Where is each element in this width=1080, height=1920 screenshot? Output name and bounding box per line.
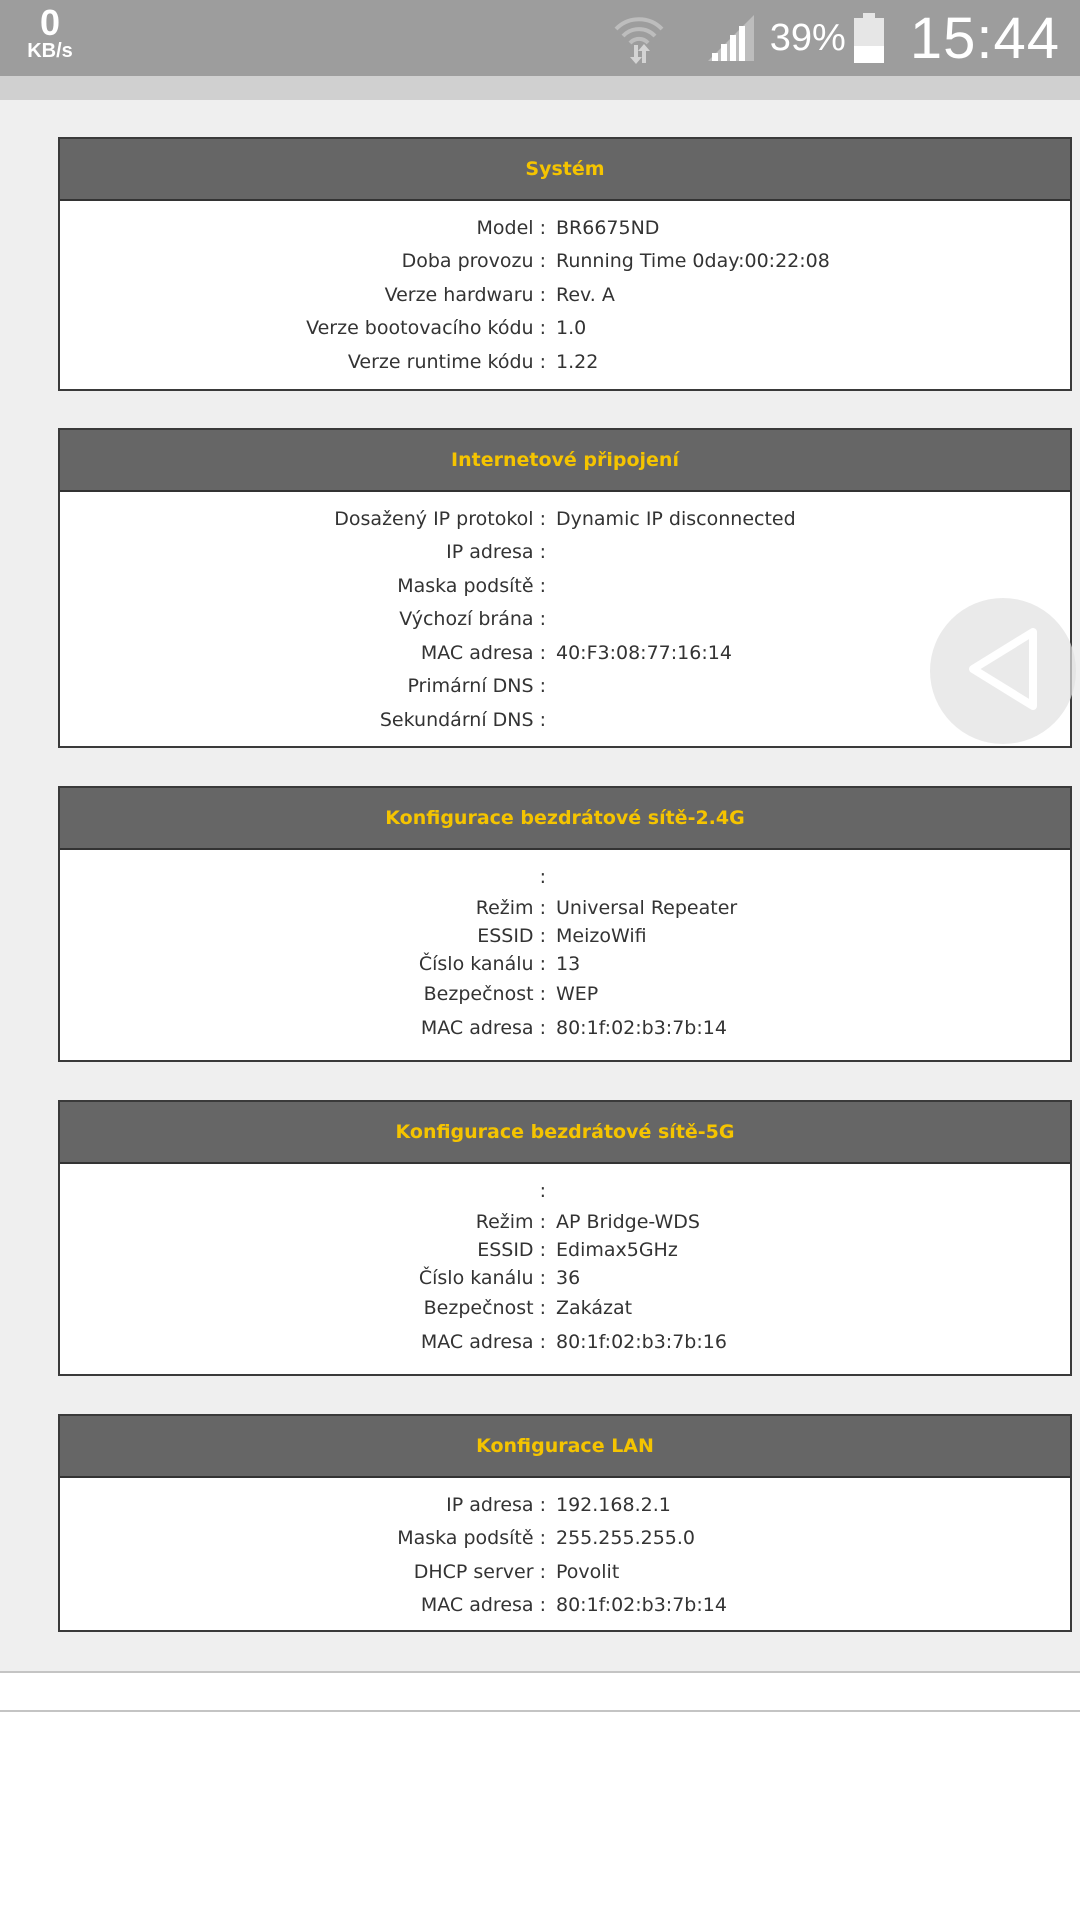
panel-wireless-5g xyxy=(58,1100,1072,1376)
network-speed-value: 0 xyxy=(39,2,61,43)
status-bar xyxy=(0,0,1080,76)
row-value: AP Bridge-WDS xyxy=(556,1210,700,1233)
row-value: 255.255.255.0 xyxy=(556,1527,696,1550)
row-value: 80:1f:02:b3:7b:14 xyxy=(556,1594,727,1617)
floating-back-button[interactable] xyxy=(930,598,1076,744)
panel-internet xyxy=(58,428,1072,748)
row-value: Zakázat xyxy=(556,1297,633,1320)
row-label: DHCP server : xyxy=(413,1560,546,1583)
info-row xyxy=(60,211,1070,245)
status-page xyxy=(0,100,1080,1672)
info-row xyxy=(60,978,1070,1012)
footer-divider xyxy=(0,1671,1080,1673)
address-bar-strip xyxy=(0,76,1080,100)
panel-lan-body xyxy=(60,1478,1070,1622)
row-label: Maska podsítě : xyxy=(397,1527,546,1550)
info-row xyxy=(60,1208,1070,1236)
info-row xyxy=(60,922,1070,950)
row-value: 80:1f:02:b3:7b:16 xyxy=(556,1330,727,1353)
info-row xyxy=(60,312,1070,346)
info-row xyxy=(60,1011,1070,1045)
wifi-icon xyxy=(612,11,666,65)
panel-wireless-5g-title: Konfigurace bezdrátové sítě-5G xyxy=(60,1102,1070,1164)
row-value: WEP xyxy=(556,983,599,1006)
row-label: Číslo kanálu : xyxy=(418,952,546,975)
row-label: Režim : xyxy=(475,896,546,919)
row-label: MAC adresa : xyxy=(420,641,546,664)
panel-system-body xyxy=(60,201,1070,379)
row-label: Bezpečnost : xyxy=(423,983,546,1006)
info-row xyxy=(60,345,1070,379)
network-speed xyxy=(20,2,80,62)
row-label: ESSID : xyxy=(477,1238,546,1261)
clock: 15:44 xyxy=(909,5,1060,71)
panel-wireless-5g-body xyxy=(60,1164,1070,1359)
info-row xyxy=(60,569,1070,603)
status-icons xyxy=(598,0,1060,76)
row-label: MAC adresa : xyxy=(420,1330,546,1353)
row-value: Running Time 0day:00:22:08 xyxy=(556,250,830,273)
battery-icon xyxy=(854,13,884,63)
panel-internet-body xyxy=(60,492,1070,737)
row-value: Dynamic IP disconnected xyxy=(556,507,796,530)
info-row xyxy=(60,894,1070,922)
row-value: Universal Repeater xyxy=(556,896,738,919)
row-label: : xyxy=(539,865,546,888)
row-value: Rev. A xyxy=(556,283,615,306)
row-label: ESSID : xyxy=(477,924,546,947)
row-label: IP adresa : xyxy=(446,1493,546,1516)
row-value: 1.22 xyxy=(556,350,599,373)
signal-icon xyxy=(706,13,756,63)
panel-internet-title: Internetové připojení xyxy=(60,430,1070,492)
row-label: Číslo kanálu : xyxy=(418,1266,546,1289)
row-value: Edimax5GHz xyxy=(556,1238,678,1261)
row-value: 36 xyxy=(556,1266,581,1289)
info-row xyxy=(60,1488,1070,1522)
info-row xyxy=(60,670,1070,704)
info-row xyxy=(60,1292,1070,1326)
row-label: Verze runtime kódu : xyxy=(347,350,546,373)
row-value: MeizoWifi xyxy=(556,924,647,947)
battery-percent: 39% xyxy=(769,16,846,59)
row-value: 1.0 xyxy=(556,317,587,340)
info-row xyxy=(60,1174,1070,1208)
panel-system-title: Systém xyxy=(60,139,1070,201)
info-row xyxy=(60,1264,1070,1292)
row-value: BR6675ND xyxy=(556,216,660,239)
row-label: : xyxy=(539,1179,546,1202)
info-row xyxy=(60,950,1070,978)
panel-lan-title: Konfigurace LAN xyxy=(60,1416,1070,1478)
info-row xyxy=(60,278,1070,312)
panel-wireless-24g xyxy=(58,786,1072,1062)
info-row xyxy=(60,636,1070,670)
panel-system xyxy=(58,137,1072,391)
info-row xyxy=(60,860,1070,894)
row-value: 40:F3:08:77:16:14 xyxy=(556,641,732,664)
row-label: Režim : xyxy=(475,1210,546,1233)
back-triangle-icon xyxy=(963,624,1043,718)
info-row xyxy=(60,703,1070,737)
row-label: Sekundární DNS : xyxy=(379,708,546,731)
info-row xyxy=(60,245,1070,279)
info-row xyxy=(60,603,1070,637)
info-row xyxy=(60,1522,1070,1556)
row-label: MAC adresa : xyxy=(420,1016,546,1039)
info-row xyxy=(60,1325,1070,1359)
row-label: MAC adresa : xyxy=(420,1594,546,1617)
info-row xyxy=(60,502,1070,536)
row-value: 192.168.2.1 xyxy=(556,1493,671,1516)
panel-lan xyxy=(58,1414,1072,1632)
row-label: Model : xyxy=(476,216,546,239)
panel-wireless-24g-title: Konfigurace bezdrátové sítě-2.4G xyxy=(60,788,1070,850)
row-label: Verze bootovacího kódu : xyxy=(306,317,546,340)
row-value: 80:1f:02:b3:7b:14 xyxy=(556,1016,727,1039)
row-label: IP adresa : xyxy=(446,541,546,564)
row-label: Maska podsítě : xyxy=(397,574,546,597)
info-row xyxy=(60,1236,1070,1264)
footer-divider xyxy=(0,1710,1080,1712)
row-label: Verze hardwaru : xyxy=(384,283,546,306)
row-label: Primární DNS : xyxy=(407,675,546,698)
row-label: Doba provozu : xyxy=(401,250,546,273)
panel-wireless-24g-body xyxy=(60,850,1070,1045)
row-label: Výchozí brána : xyxy=(399,608,546,631)
info-row xyxy=(60,536,1070,570)
row-label: Bezpečnost : xyxy=(423,1297,546,1320)
row-value: 13 xyxy=(556,952,581,975)
row-label: Dosažený IP protokol : xyxy=(334,507,546,530)
network-speed-unit: KB/s xyxy=(27,40,73,62)
info-row xyxy=(60,1555,1070,1589)
info-row xyxy=(60,1589,1070,1623)
row-value: Povolit xyxy=(556,1560,620,1583)
